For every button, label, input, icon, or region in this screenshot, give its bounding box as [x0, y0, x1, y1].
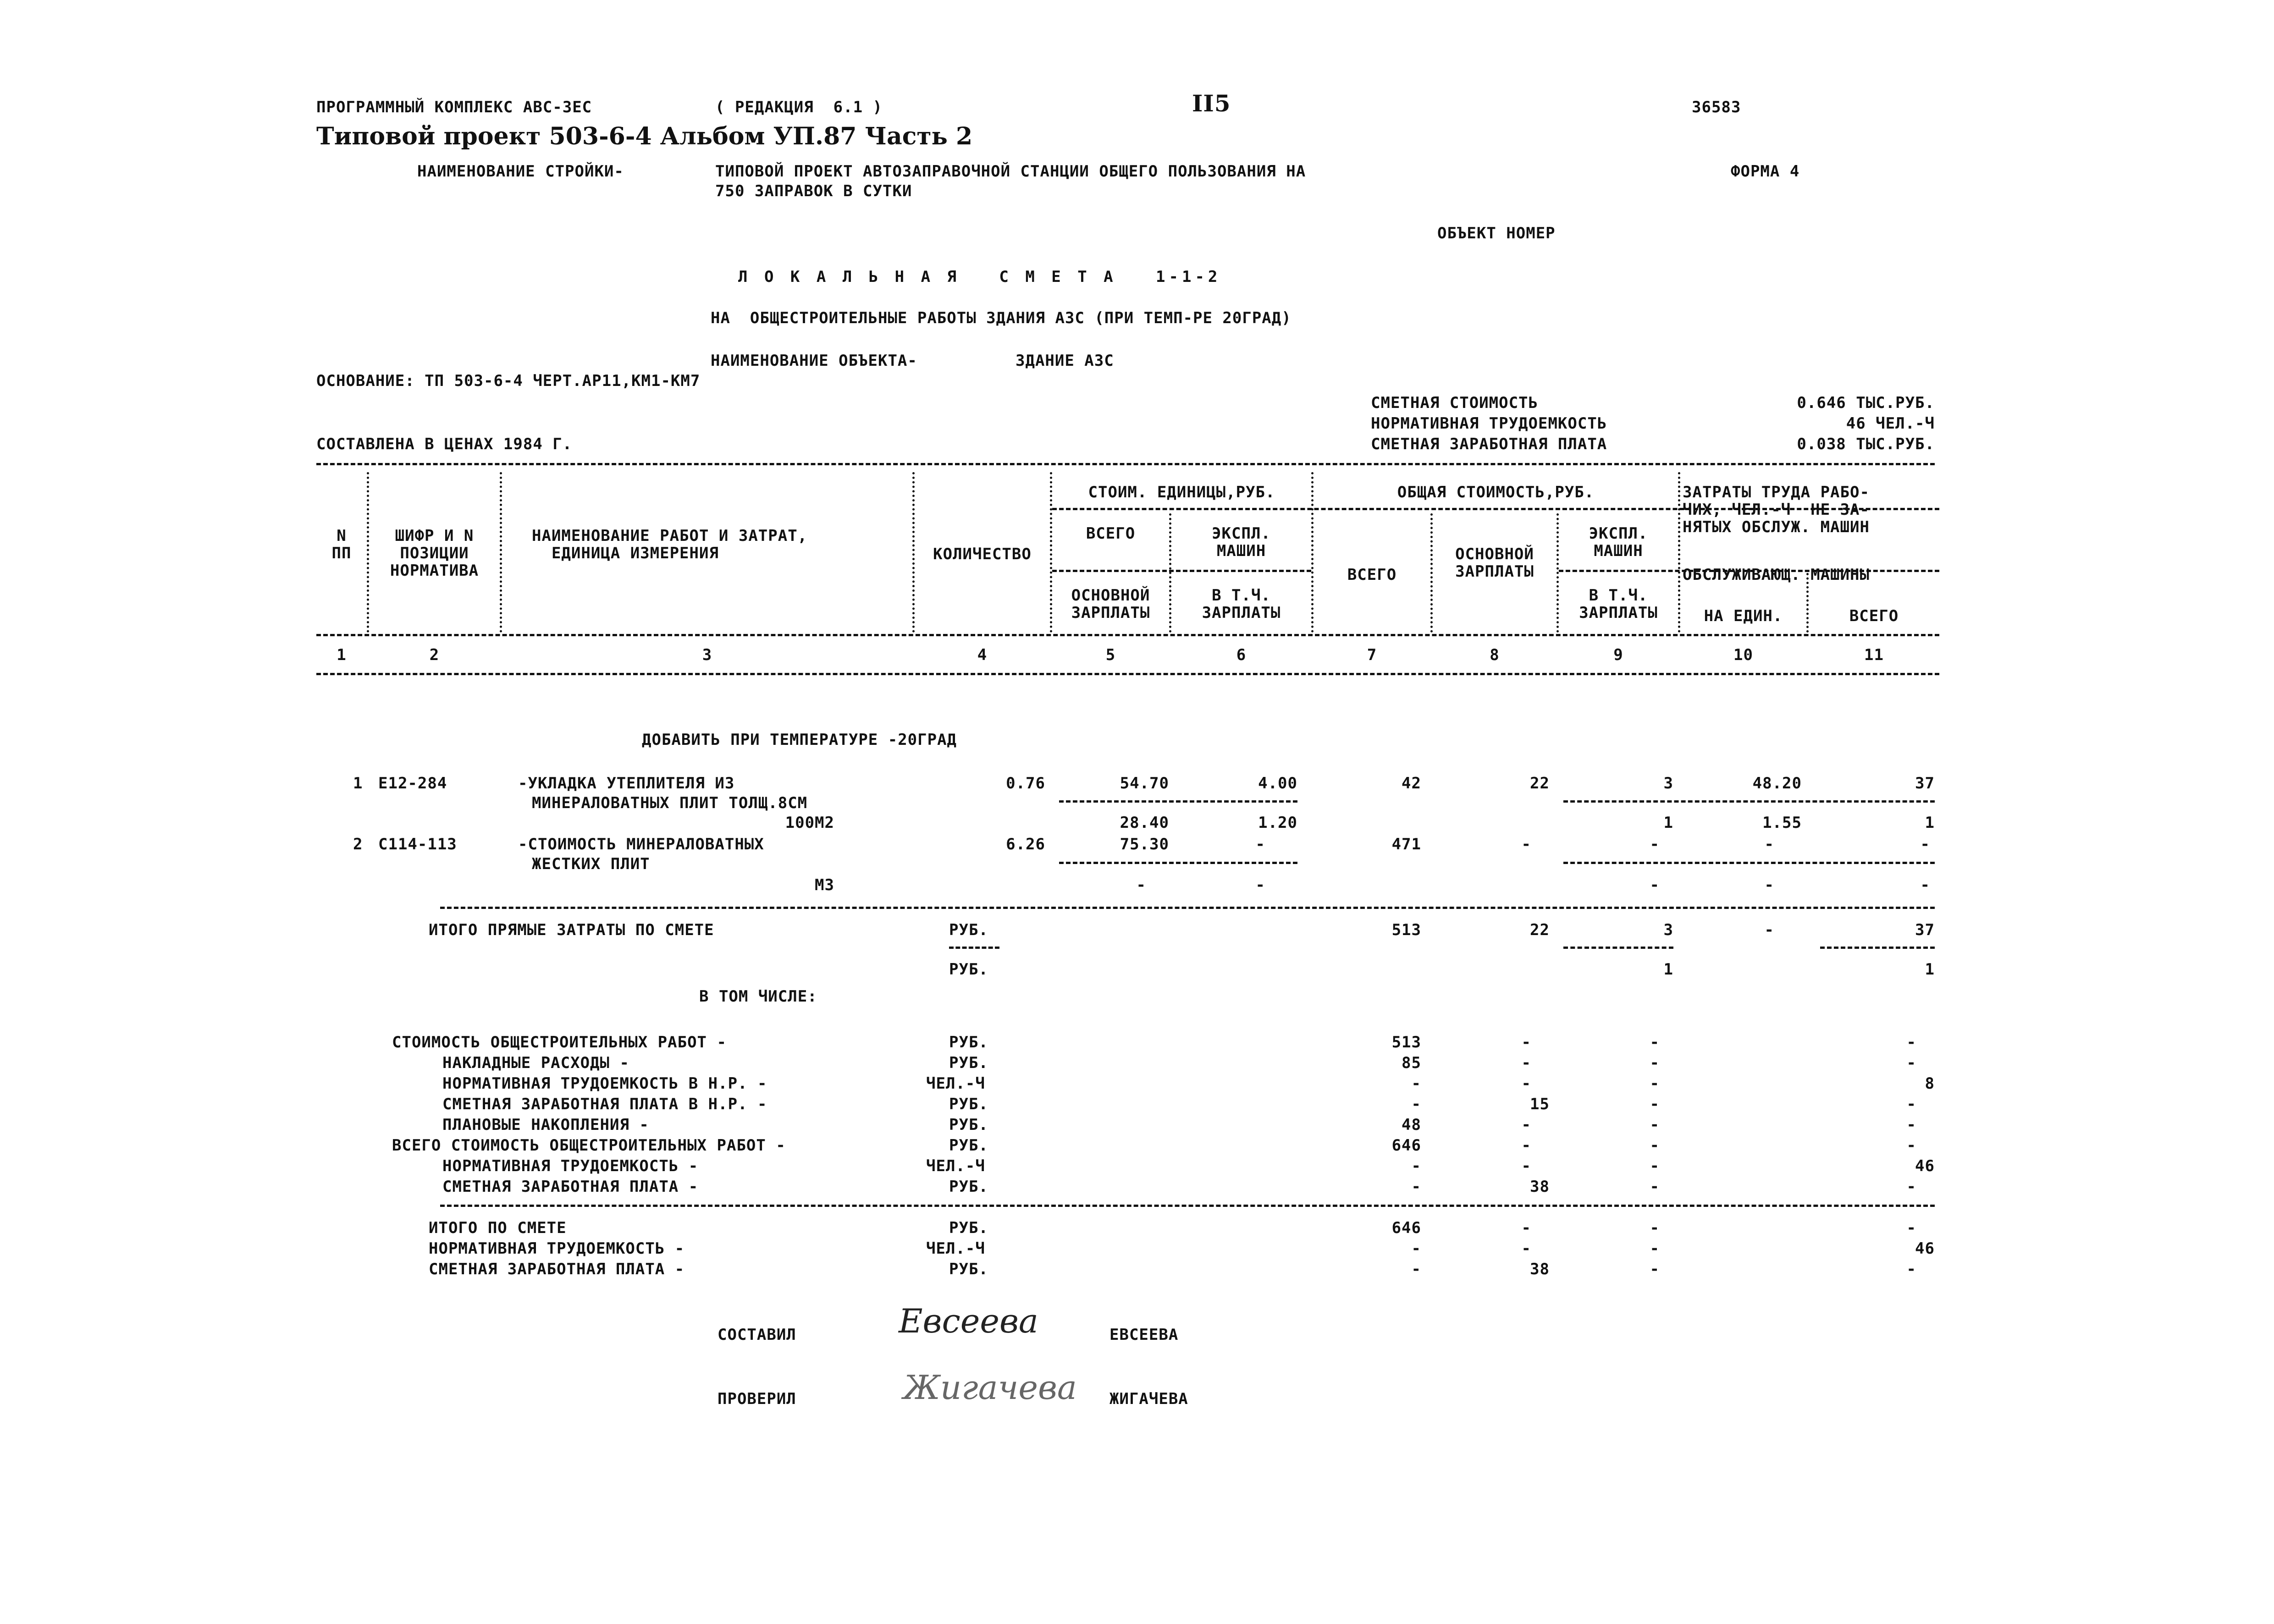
composed-by-name: ЕВСЕЕВА — [1109, 1326, 1179, 1344]
breakdown-wage: - — [1521, 1116, 1531, 1134]
breakdown-labor: 46 — [1915, 1157, 1935, 1175]
col-number: 2 — [429, 646, 440, 664]
th-total-machines: ЭКСПЛ. МАШИН — [1589, 524, 1648, 560]
totals-wage: - — [1521, 1219, 1531, 1237]
edition: ( РЕДАКЦИЯ 6.1 ) — [715, 98, 883, 116]
section-title: ДОБАВИТЬ ПРИ ТЕМПЕРАТУРЕ -20ГРАД — [642, 731, 957, 749]
breakdown-labor: - — [1906, 1136, 1916, 1155]
col-number: 9 — [1613, 646, 1623, 664]
row-labor-total: - — [1920, 835, 1930, 853]
breakdown-label: СМЕТНАЯ ЗАРАБОТНАЯ ПЛАТА В Н.Р. - — [442, 1095, 767, 1113]
col-divider — [500, 472, 502, 633]
construction-value-1: ТИПОВОЙ ПРОЕКТ АВТОЗАПРАВОЧНОЙ СТАНЦИИ ОБЩЕГО ПОЛЬЗОВАНИЯ НА — [715, 162, 1306, 181]
col-number: 11 — [1864, 646, 1884, 664]
col-number: 8 — [1490, 646, 1500, 664]
row-unit-incl-wage: 1.20 — [1258, 814, 1297, 832]
row-labor-unit-machines: - — [1764, 876, 1774, 894]
breakdown-label: СМЕТНАЯ ЗАРАБОТНАЯ ПЛАТА - — [442, 1178, 699, 1196]
summary-value-labor: 46 ЧЕЛ.-Ч — [1846, 414, 1935, 433]
th-total-incl-wage: В Т.Ч. ЗАРПЛАТЫ — [1579, 586, 1658, 622]
col-number: 6 — [1236, 646, 1247, 664]
including-label: В ТОМ ЧИСЛЕ: — [699, 987, 817, 1006]
breakdown-labor: - — [1906, 1033, 1916, 1051]
row-labor-total: 37 — [1915, 774, 1935, 793]
row-number: 1 — [353, 774, 363, 793]
direct-costs-wage: 22 — [1530, 921, 1550, 939]
breakdown-machines: - — [1650, 1074, 1660, 1093]
th-labor: ЗАТРАТЫ ТРУДА РАБО- ЧИХ, ЧЕЛ.-Ч НЕ ЗА- НЯТЫХ ОБСЛУЖ. МАШИН — [1683, 483, 1870, 536]
totals-machines: - — [1650, 1219, 1660, 1237]
direct-costs-subrule — [949, 947, 999, 949]
th-unit-basic-wage: ОСНОВНОЙ ЗАРПЛАТЫ — [1071, 586, 1150, 622]
row-labor-unit: 48.20 — [1752, 774, 1802, 793]
totals-labor: - — [1906, 1260, 1916, 1278]
totals-labor: 46 — [1915, 1239, 1935, 1258]
th-labor-sub: ОБСЛУЖИВАЮЩ. МАШИНЫ — [1683, 566, 1870, 584]
col-number: 5 — [1105, 646, 1116, 664]
totals-wage: - — [1521, 1239, 1531, 1258]
basis: ОСНОВАНИЕ: ТП 503-6-4 ЧЕРТ.АР11,КМ1-КМ7 — [316, 372, 701, 390]
rows-end-rule — [440, 907, 1935, 909]
totals-unit: ЧЕЛ.-Ч — [926, 1239, 985, 1258]
composed-by-label: СОСТАВИЛ — [718, 1326, 796, 1344]
totals-unit: РУБ. — [949, 1260, 988, 1278]
breakdown-total: 513 — [1391, 1033, 1421, 1051]
checked-by-label: ПРОВЕРИЛ — [718, 1390, 796, 1408]
direct-costs-total: 513 — [1391, 921, 1421, 939]
row-labor-total-machines: - — [1920, 876, 1930, 894]
row-unit-basic-wage: 28.40 — [1120, 814, 1169, 832]
row-total-machines: - — [1650, 835, 1660, 853]
breakdown-labor: - — [1906, 1054, 1916, 1072]
row-unit: 100М2 — [785, 814, 834, 832]
row-total: 471 — [1391, 835, 1421, 853]
col-number: 1 — [337, 646, 347, 664]
object-name-label: НАИМЕНОВАНИЕ ОБЪЕКТА- — [711, 352, 917, 370]
breakdown-label: ПЛАНОВЫЕ НАКОПЛЕНИЯ - — [442, 1116, 649, 1134]
th-rule — [1052, 570, 1311, 572]
th-total-all: ВСЕГО — [1347, 566, 1397, 584]
totals-label: ИТОГО ПО СМЕТЕ — [429, 1219, 567, 1237]
breakdown-unit: РУБ. — [949, 1116, 988, 1134]
direct-costs-machines-wage: 1 — [1663, 960, 1673, 979]
row-unit-machines: - — [1255, 835, 1265, 853]
th-cipher: ШИФР И N ПОЗИЦИИ НОРМАТИВА — [390, 527, 479, 580]
direct-costs-unit-2: РУБ. — [949, 960, 988, 979]
program-name: ПРОГРАММНЫЙ КОМПЛЕКС АВС-3ЕС — [316, 98, 592, 116]
totals-rule — [440, 1205, 1935, 1207]
breakdown-label: СТОИМОСТЬ ОБЩЕСТРОИТЕЛЬНЫХ РАБОТ - — [392, 1033, 727, 1051]
breakdown-label: НАКЛАДНЫЕ РАСХОДЫ - — [442, 1054, 629, 1072]
direct-costs-labor-unit: - — [1764, 921, 1774, 939]
row-name: ЖЕСТКИХ ПЛИТ — [532, 855, 650, 873]
composed-in-prices: СОСТАВЛЕНА В ЦЕНАХ 1984 Г. — [316, 435, 573, 453]
breakdown-unit: ЧЕЛ.-Ч — [926, 1074, 985, 1093]
breakdown-total: - — [1411, 1095, 1421, 1113]
row-subrule — [1563, 862, 1935, 864]
direct-costs-machines: 3 — [1663, 921, 1673, 939]
breakdown-total: 85 — [1402, 1054, 1421, 1072]
breakdown-machines: - — [1650, 1157, 1660, 1175]
row-unit-machines: 4.00 — [1258, 774, 1297, 793]
row-labor-unit: - — [1764, 835, 1774, 853]
summary-label-wage: СМЕТНАЯ ЗАРАБОТНАЯ ПЛАТА — [1371, 435, 1607, 453]
breakdown-unit: РУБ. — [949, 1178, 988, 1196]
construction-value-2: 750 ЗАПРАВОК В СУТКИ — [715, 182, 912, 200]
row-unit-total: 54.70 — [1120, 774, 1169, 793]
direct-costs-labor: 37 — [1915, 921, 1935, 939]
col-number: 4 — [977, 646, 988, 664]
breakdown-total: 646 — [1391, 1136, 1421, 1155]
breakdown-label: ВСЕГО СТОИМОСТЬ ОБЩЕСТРОИТЕЛЬНЫХ РАБОТ - — [392, 1136, 786, 1155]
th-total-cost: ОБЩАЯ СТОИМОСТЬ,РУБ. — [1397, 483, 1595, 501]
direct-costs-label: ИТОГО ПРЯМЫЕ ЗАТРАТЫ ПО СМЕТЕ — [429, 921, 714, 939]
breakdown-machines: - — [1650, 1033, 1660, 1051]
col-number: 3 — [702, 646, 712, 664]
breakdown-wage: - — [1521, 1136, 1531, 1155]
th-unit-incl-wage: В Т.Ч. ЗАРПЛАТЫ — [1202, 586, 1281, 622]
breakdown-total: - — [1411, 1178, 1421, 1196]
th-quantity: КОЛИЧЕСТВО — [933, 545, 1032, 563]
breakdown-labor: 8 — [1925, 1074, 1935, 1093]
row-labor-unit-machines: 1.55 — [1762, 814, 1802, 832]
totals-wage: 38 — [1530, 1260, 1550, 1278]
breakdown-labor: - — [1906, 1178, 1916, 1196]
row-number: 2 — [353, 835, 363, 853]
direct-costs-subrule — [1820, 947, 1935, 949]
construction-label: НАИМЕНОВАНИЕ СТРОЙКИ- — [417, 162, 624, 181]
col-number-rule — [316, 673, 1939, 675]
breakdown-unit: РУБ. — [949, 1136, 988, 1155]
row-labor-total-machines: 1 — [1925, 814, 1935, 832]
breakdown-machines: - — [1650, 1178, 1660, 1196]
breakdown-unit: РУБ. — [949, 1033, 988, 1051]
breakdown-labor: - — [1906, 1095, 1916, 1113]
table-top-rule — [316, 463, 1935, 465]
summary-label-cost: СМЕТНАЯ СТОИМОСТЬ — [1371, 394, 1538, 412]
breakdown-wage: - — [1521, 1033, 1531, 1051]
totals-total: - — [1411, 1239, 1421, 1258]
page-title: Л О К А Л Ь Н А Я С М Е Т А 1-1-2 — [738, 268, 1221, 286]
row-unit-incl-wage: - — [1255, 876, 1265, 894]
th-labor-unit: НА ЕДИН. — [1704, 607, 1783, 625]
row-name: МИНЕРАЛОВАТНЫХ ПЛИТ ТОЛЩ.8СМ — [532, 794, 808, 812]
row-unit-total: 75.30 — [1120, 835, 1169, 853]
breakdown-machines: - — [1650, 1054, 1660, 1072]
th-unit-machines: ЭКСПЛ. МАШИН — [1212, 524, 1271, 560]
row-unit-basic-wage: - — [1136, 876, 1146, 894]
breakdown-label: НОРМАТИВНАЯ ТРУДОЕМКОСТЬ В Н.Р. - — [442, 1074, 767, 1093]
th-labor-total: ВСЕГО — [1849, 607, 1899, 625]
th-unit-total: ВСЕГО — [1086, 524, 1136, 543]
row-quantity: 6.26 — [1006, 835, 1045, 853]
breakdown-wage: - — [1521, 1074, 1531, 1093]
totals-machines: - — [1650, 1239, 1660, 1258]
summary-value-wage: 0.038 ТЫС.РУБ. — [1797, 435, 1935, 453]
row-code: С114-113 — [378, 835, 457, 853]
col-number: 7 — [1367, 646, 1377, 664]
row-name: -УКЛАДКА УТЕПЛИТЕЛЯ ИЗ — [518, 774, 735, 793]
row-total-incl-wage: 1 — [1663, 814, 1673, 832]
breakdown-total: - — [1411, 1157, 1421, 1175]
project-title: Типовой проект 503-6-4 Альбом УП.87 Часть 2 — [316, 122, 973, 150]
th-unit-cost: СТОИМ. ЕДИНИЦЫ,РУБ. — [1088, 483, 1275, 501]
row-total-wage: - — [1521, 835, 1531, 853]
breakdown-wage: 15 — [1530, 1095, 1550, 1113]
object-name-value: ЗДАНИЕ АЗС — [1016, 352, 1114, 370]
breakdown-machines: - — [1650, 1095, 1660, 1113]
direct-costs-unit: РУБ. — [949, 921, 988, 939]
totals-label: НОРМАТИВНАЯ ТРУДОЕМКОСТЬ - — [429, 1239, 685, 1258]
row-total: 42 — [1402, 774, 1421, 793]
th-num: N ПП — [331, 527, 352, 562]
page-number: II5 — [1192, 90, 1231, 117]
row-quantity: 0.76 — [1006, 774, 1045, 793]
totals-label: СМЕТНАЯ ЗАРАБОТНАЯ ПЛАТА - — [429, 1260, 685, 1278]
breakdown-total: 48 — [1402, 1116, 1421, 1134]
totals-labor: - — [1906, 1219, 1916, 1237]
breakdown-unit: ЧЕЛ.-Ч — [926, 1157, 985, 1175]
summary-label-labor: НОРМАТИВНАЯ ТРУДОЕМКОСТЬ — [1371, 414, 1607, 433]
direct-costs-subrule — [1563, 947, 1673, 949]
totals-machines: - — [1650, 1260, 1660, 1278]
breakdown-labor: - — [1906, 1116, 1916, 1134]
row-subrule — [1059, 862, 1297, 864]
page-subtitle: НА ОБЩЕСТРОИТЕЛЬНЫЕ РАБОТЫ ЗДАНИЯ АЗС (ПРИ ТЕМП-РЕ 20ГРАД) — [711, 309, 1292, 327]
col-number: 10 — [1733, 646, 1753, 664]
breakdown-unit: РУБ. — [949, 1054, 988, 1072]
totals-unit: РУБ. — [949, 1219, 988, 1237]
th-total-basic-wage: ОСНОВНОЙ ЗАРПЛАТЫ — [1455, 545, 1534, 581]
breakdown-machines: - — [1650, 1136, 1660, 1155]
th-name: НАИМЕНОВАНИЕ РАБОТ И ЗАТРАТ, ЕДИНИЦА ИЗМЕРЕНИЯ — [532, 527, 808, 562]
breakdown-machines: - — [1650, 1116, 1660, 1134]
checked-signature: Жигачева — [903, 1368, 1077, 1407]
direct-costs-labor-machines: 1 — [1925, 960, 1935, 979]
checked-by-name: ЖИГАЧЕВА — [1109, 1390, 1188, 1408]
row-code: Е12-284 — [378, 774, 447, 793]
row-unit: М3 — [815, 876, 834, 894]
breakdown-label: НОРМАТИВНАЯ ТРУДОЕМКОСТЬ - — [442, 1157, 699, 1175]
row-subrule — [1563, 800, 1935, 803]
breakdown-unit: РУБ. — [949, 1095, 988, 1113]
totals-total: 646 — [1391, 1219, 1421, 1237]
breakdown-wage: - — [1521, 1157, 1531, 1175]
composed-signature: Евсеева — [899, 1302, 1038, 1340]
row-total-incl-wage: - — [1650, 876, 1660, 894]
totals-total: - — [1411, 1260, 1421, 1278]
breakdown-total: - — [1411, 1074, 1421, 1093]
row-subrule — [1059, 800, 1297, 803]
row-total-machines: 3 — [1663, 774, 1673, 793]
breakdown-wage: - — [1521, 1054, 1531, 1072]
row-total-wage: 22 — [1530, 774, 1550, 793]
form-number: ФОРМА 4 — [1731, 162, 1800, 181]
row-name: -СТОИМОСТЬ МИНЕРАЛОВАТНЫХ — [518, 835, 764, 853]
breakdown-wage: 38 — [1530, 1178, 1550, 1196]
summary-value-cost: 0.646 ТЫС.РУБ. — [1797, 394, 1935, 412]
object-number: ОБЪЕКТ НОМЕР — [1437, 224, 1556, 242]
th-bottom-rule — [316, 634, 1939, 636]
document-code: 36583 — [1692, 98, 1741, 116]
